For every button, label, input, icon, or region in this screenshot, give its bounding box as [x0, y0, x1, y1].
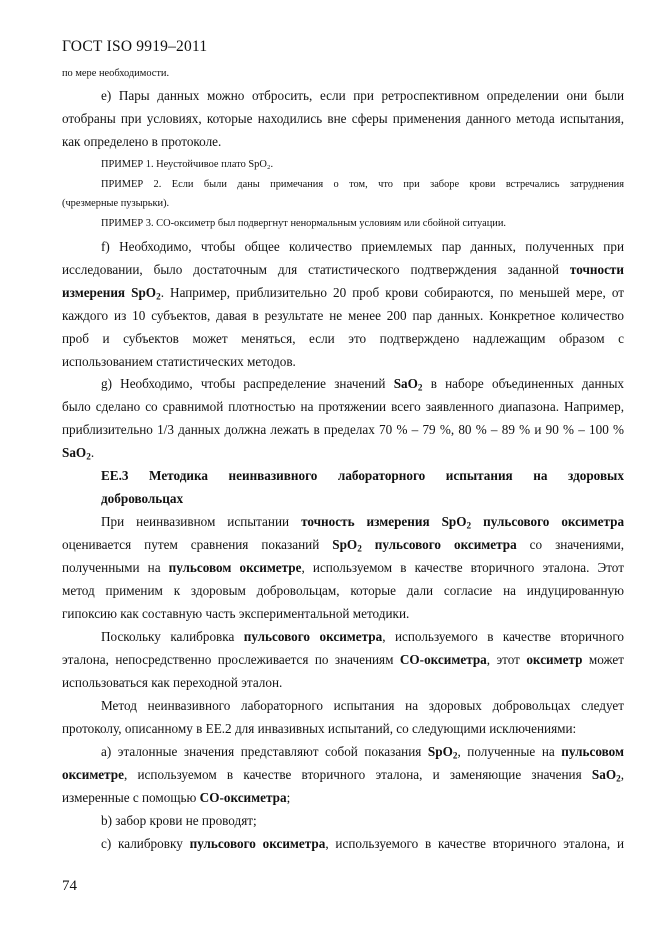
item-c-line-1: c) калибровку пульсового оксиметра, используемого в качестве вторичного эталона, и — [101, 836, 625, 851]
item-a-line-3: измеренные с помощью CO-оксиметра; — [62, 790, 291, 805]
para-2-line-1: Поскольку калибровка пульсового оксиметра, используемого в качестве вторичного — [101, 629, 625, 644]
para-2-line-3: использоваться как переходной эталон. — [62, 675, 283, 690]
item-g-line-1: g) Необходимо, чтобы распределение значений SaO$_2$ в наборе объединенных данных — [101, 376, 625, 393]
para-1-line-3: полученными на пульсовом оксиметре, используемом в качестве вторичного эталона. Этот — [62, 560, 624, 575]
example-1: ПРИМЕР 1. Неустойчивое плато SpO₂. — [101, 159, 274, 170]
page-number: 74 — [62, 878, 77, 894]
item-f-line-1: f) Необходимо, чтобы общее количество приемлемых пар данных, полученных при — [101, 239, 624, 254]
standard-header: ГОСТ ISO 9919–2011 — [62, 38, 208, 55]
item-f-line-3: измерения SpO$_2$. Например, приблизительно 20 проб крови собираются, по меньшей мере, от — [62, 285, 625, 302]
item-e-line-3: как определено в протоколе. — [62, 134, 222, 149]
item-e-line-1: e) Пары данных можно отбросить, если при ретроспективном определении они были — [101, 88, 624, 103]
item-a-line-1: a) эталонные значения представляют собой показания SpO$_2$, полученные на пульсовом — [101, 744, 624, 761]
item-f-line-4: каждого из 10 субъектов, давая в результате не менее 200 пар данных. Конкретное количество — [62, 308, 624, 323]
heading-word: Методика — [149, 468, 208, 483]
section-heading-ee3 — [101, 468, 624, 484]
para-3-line-1: Метод неинвазивного лабораторного испытания на здоровых добровольцах следует — [101, 698, 624, 713]
item-g-line-2: было сделано со сравнимой плотностью на протяжении всего заявленного диапазона. Например, — [62, 399, 624, 414]
example-2-line-2: (чрезмерные пузырьки). — [62, 198, 170, 209]
heading-word: испытания — [445, 468, 513, 483]
para-1-line-5: гипоксию как составную часть экспериментальной методики. — [62, 606, 410, 621]
heading-word: на — [533, 468, 548, 483]
item-f-line-6: использованием статистических методов. — [62, 354, 296, 369]
item-f-line-5: проб и субъектов может меняться, если это подтверждено надлежащим образом с — [62, 331, 624, 346]
text-line: по мере необходимости. — [62, 68, 170, 79]
item-e-line-2: отобраны при условиях, которые находились вне сферы применения данного метода испытания, — [62, 111, 624, 126]
heading-word: неинвазивного — [228, 468, 318, 483]
section-heading-ee3-line-2: добровольцах — [101, 491, 184, 506]
item-b-line-1: b) забор крови не проводят; — [101, 813, 257, 828]
para-3-line-2: протоколу, описанному в EE.2 для инвазивных испытаний, со следующими исключениями: — [62, 721, 577, 736]
item-f-line-2: исследовании, было достаточным для статистического подтверждения заданной точности — [62, 262, 625, 277]
heading-word: EE.3 — [101, 468, 129, 483]
heading-word: лабораторного — [337, 468, 426, 483]
item-g-line-3: приблизительно 1/3 данных должна лежать в пределах 70 % – 79 %, 80 % – 89 % и 90 % – 100 % — [62, 422, 624, 437]
example-2-line-1: ПРИМЕР 2. Если были даны примечания о том, что при заборе крови встречались затруднения — [101, 179, 624, 190]
para-2-line-2: эталона, непосредственно прослеживается по значениям CO-оксиметра, этот оксиметр может — [62, 652, 625, 667]
item-a-line-2: оксиметре, используемом в качестве вторичного эталона, и заменяющие значения SaO$_2$, — [62, 767, 624, 784]
heading-word: здоровых — [568, 468, 624, 483]
para-1-line-1: При неинвазивном испытании точность измерения SpO$_2$ пульсового оксиметра — [101, 514, 625, 531]
para-1-line-4: метод применим к здоровым добровольцам, которые дали согласие на индуцированную — [62, 583, 624, 598]
para-1-line-2: оценивается путем сравнения показаний SpO$_2$ пульсового оксиметра со значениями, — [62, 537, 625, 554]
item-g-line-4: SaO$_2$. — [62, 445, 95, 462]
example-3: ПРИМЕР 3. CO-оксиметр был подвергнут ненормальным условиям или сбойной ситуации. — [101, 218, 506, 229]
